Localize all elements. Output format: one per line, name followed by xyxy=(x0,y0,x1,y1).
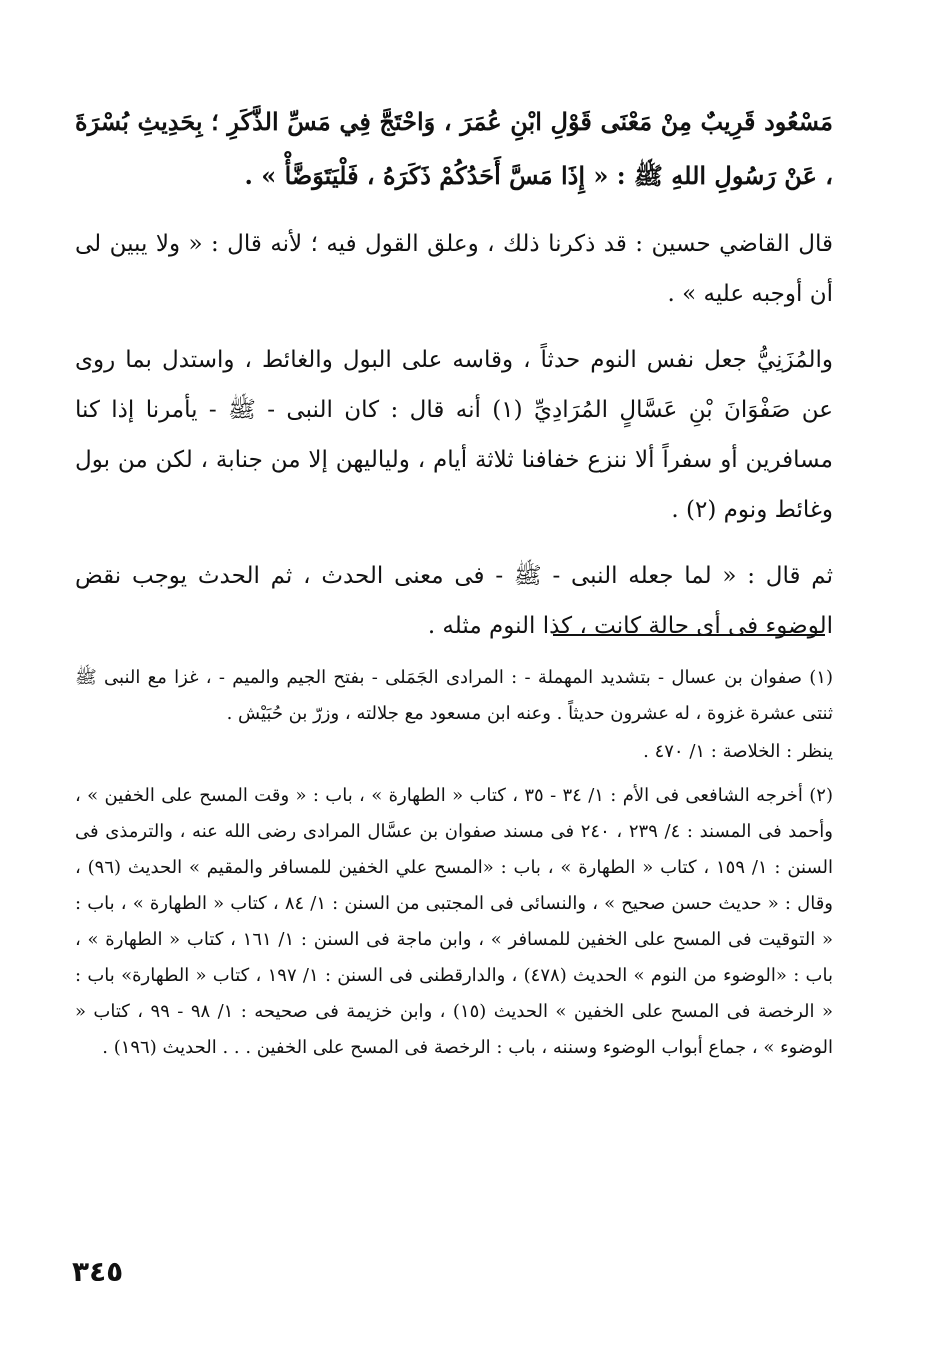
footnote-2: (٢) أخرجه الشافعى فى الأم : ١/ ٣٤ - ٣٥ ، كتاب « الطهارة » ، باب : « وقت المسح على الخفين » ، وأحمد فى المسند : ٤/ ٢٣٩ ، ٢٤٠ فى مسند صفوان بن عسَّال المرادى رضى الله عنه ، والترمذى فى السنن : ١/ ١٥٩ ، كتاب « الطهارة » ، باب : «المسح علي الخفين للمسافر والمقيم » الحديث (٩٦) ، وقال : « حديث حسن صحيح » ، والنسائى فى المجتبى من السنن : ١/ ٨٤ ، كتاب « الطهارة » ، باب : « التوقيت فى المسح على الخفين للمسافر » ، وابن ماجة فى السنن : ١/ ١٦١ ، كتاب « الطهارة » ، باب : «الوضوء من النوم » الحديث (٤٧٨) ، والدارقطنى فى السنن : ١/ ١٩٧ ، كتاب « الطهارة» باب : « الرخصة فى المسح على الخفين » الحديث (١٥) ، وابن خزيمة فى صحيحه : ١/ ٩٨ - ٩٩ ، كتاب « الوضوء » ، جماع أبواب الوضوء وسننه ، باب : الرخصة فى المسح على الخفين . . . الحديث (١٩٦) . xyxy=(75,785,834,1058)
paragraph-1: مَسْعُود قَرِيبٌ مِنْ مَعْنَى قَوْلِ ابْنِ عُمَرَ ، وَاحْتَجَّ فِي مَسِّ الذَّكَرِ ؛ بِحَدِيثِ بُسْرَةَ ، عَنْ رَسُولِ اللهِ ﷺ : « إِذَا مَسَّ أَحَدُكُمْ ذَكَرَهُ ، فَلْيَتَوَضَّأْ » . xyxy=(75,107,833,190)
main-text xyxy=(75,95,833,667)
footnote-separator xyxy=(553,634,825,636)
footnote-1-reference: ينظر : الخلاصة : ١/ ٤٧٠ . xyxy=(643,741,833,762)
page-number: ٣٤٥ xyxy=(72,1255,124,1288)
footnotes xyxy=(75,660,833,1074)
paragraph-3: والمُزَنِيُّ جعل نفس النوم حدثاً ، وقاسه على البول والغائط ، واستدل بما روى عن صَفْوَانَ بْنِ عَسَّالٍ المُرَادِيِّ (١) أنه قال : كان النبى - ﷺ - يأمرنا إذا كنا مسافرين أو سفراً ألا ننزع خفافنا ثلاثة أيام ، ولياليهن إلا من جنابة ، لكن من بول وغائط ونوم (٢) . xyxy=(75,347,833,523)
paragraph-4: ثم قال : « لما جعله النبى - ﷺ - فى معنى الحدث ، ثم الحدث يوجب نقض الوضوء فى أى حالة كانت ، كذا النوم مثله . xyxy=(75,563,833,639)
footnote-1: (١) صفوان بن عسال - بتشديد المهملة - : المرادى الجَمَلى - بفتح الجيم والميم - ، غزا مع النبى ﷺ ثنتى عشرة غزوة ، له عشرون حديثاً . وعنه ابن مسعود مع جلالته ، وزرّ بن حُبَيْش . xyxy=(75,667,833,724)
paragraph-2: قال القاضي حسين : قد ذكرنا ذلك ، وعلق القول فيه ؛ لأنه قال : « ولا يبين لى أن أوجبه عليه » . xyxy=(75,231,833,307)
